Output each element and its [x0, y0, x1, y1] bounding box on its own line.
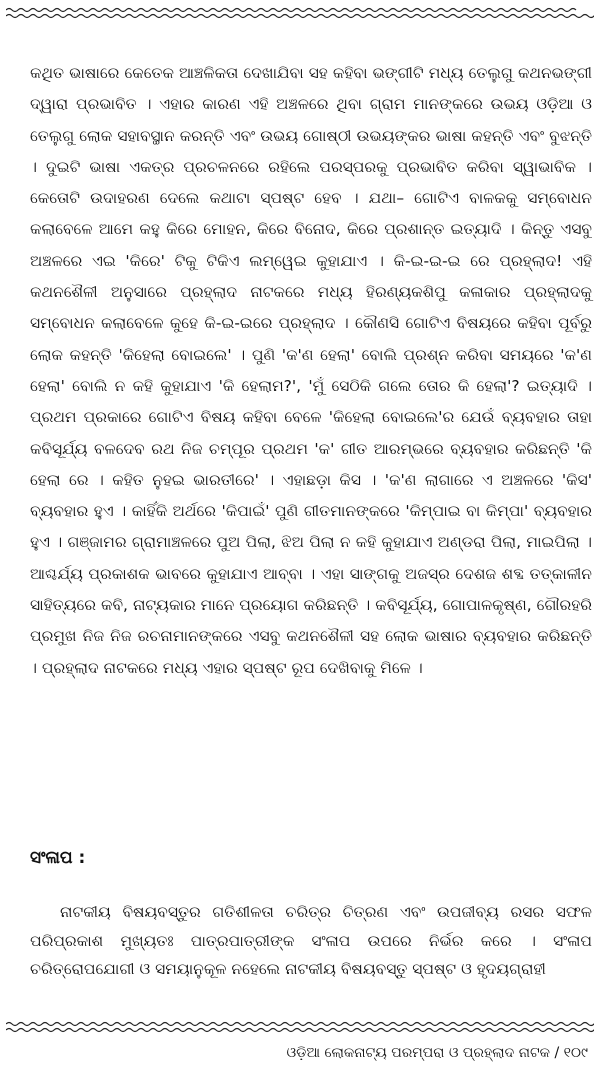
body-paragraph: କଥିତ ଭାଷାରେ କେତେକ ଆଞ୍ଚଳିକତା ଦେଖାଯିବା ସହ କହିବା ଭଙ୍ଗୀଟି ମଧ୍ୟ ତେଲୁଗୁ କଥନଭଙ୍ଗୀ ଦ୍ୱାରା ପ୍ରଭାବିତ । ଏହାର କାରଣ ଏହି ଅଞ୍ଚଳରେ ଥିବା ଗ୍ରାମ ମାନଙ୍କରେ ଉଭୟ ଓଡ଼ିଆ ଓ ତେଲୁଗୁ ଲୋକ ସହାବସ୍ଥାନ କରନ୍ତି ଏବଂ ଉଭୟ ଗୋଷ୍ଠୀ ଉଭୟଙ୍କର ଭାଷା କହନ୍ତି ଏବଂ ବୁଝନ୍ତି । ଦୁଇଟି ଭାଷା ଏକତ୍ର ପ୍ରଚଳନରେ ରହିଲେ ପରସ୍ପରକୁ ପ୍ରଭାବିତ କରିବା ସ୍ୱାଭାବିକ । କେତୋଟି ଉଦାହରଣ ଦେଲେ କଥାଟା ସ୍ପଷ୍ଟ ହେବ । ଯଥା– ଗୋଟିଏ ବାଳକକୁ ସମ୍ବୋଧନ କଲାବେଳେ ଆମେ କହୁ କିରେ ମୋହନ, କିରେ ବିନୋଦ, କିରେ ପ୍ରଶାନ୍ତ ଇତ୍ୟାଦି । କିନ୍ତୁ ଏସବୁ ଅଞ୍ଚଳରେ ଏଇ 'କିରେ' ଟିକୁ ଟିକିଏ ଲମ୍ୱେଇ କୁହାଯାଏ । କି-ଇ-ଇ-ଇ ରେ ପ୍ରହ୍ଲାଦ! ଏହି କଥନଶୈଳୀ ଅନୁସାରେ ପ୍ରହ୍ଲାଦ ନାଟକରେ ମଧ୍ୟ ହିରଣ୍ୟକଶିପୁ କଳାକାର ପ୍ରହ୍ଲାଦକୁ ସମ୍ବୋଧନ କଲାବେଳେ କୁହେ କି-ଇ-ଇରେ ପ୍ରହ୍ଲାଦ । କୌଣସି ଗୋଟିଏ ବିଷୟରେ କହିବା ପୂର୍ବରୁ ଲୋକ କହନ୍ତି 'କିହେଲା ବୋଇଲେ' । ପୁଣି 'କ'ଣ ହେଲା' ବୋଲି ପ୍ରଶ୍ନ କରିବା ସମୟରେ 'କ'ଣ ହେଲା' ବୋଲି ନ କହି କୁହାଯାଏ 'କି ହେଲାମ?', 'ମୁଁ ସେଠିକି ଗଲେ ତୋର କି ହେଲା'? ଇତ୍ୟାଦି । ପ୍ରଥମ ପ୍ରକାରେ ଗୋଟିଏ ବିଷୟ କହିବା ବେଳେ 'କିହେଲା ବୋଇଲେ'ର ଯେଉଁ ବ୍ୟବହାର ତାହା କବିସୂର୍ଯ୍ୟ ବଳଦେବ ରଥ ନିଜ ଚମ୍ପୂର ପ୍ରଥମ 'କ' ଗୀତ ଆରମ୍ଭରେ ବ୍ୟବହାର କରିଛନ୍ତି 'କି ହେଲା ରେ । କହିତ ନୁହଇ ଭାରତୀରେ' । ଏହାଛଡ଼ା କିସ । 'କ'ଣ ଲାଗାରେ ଏ ଅଞ୍ଚଳରେ 'କିସ' ବ୍ୟବହାର ହୁଏ । କାହିଁକି ଅର୍ଥରେ 'କିପାଇଁ' ପୁଣି ଗୀତମାନଙ୍କରେ 'କିମ୍ପାଇ ବା କିମ୍ପା' ବ୍ୟବହାର ହୁଏ । ଗଞ୍ଜାମର ଗ୍ରାମାଞ୍ଚଳରେ ପୁଅ ପିଲା, ଝିଅ ପିଲା ନ କହି କୁହାଯାଏ ଅଣ୍ଡରା ପିଲା, ମାଇପିଲା । ଆଶ୍ଚର୍ଯ୍ୟ ପ୍ରକାଶକ ଭାବରେ କୁହାଯାଏ ଆବ୍ବା । ଏହା ସାଙ୍ଗକୁ ଅଜସ୍ର ଦେଶଜ ଶବ୍ଦ ତତ୍‌କାଳୀନ ସାହିତ୍ୟରେ କବି, ନାଟ୍ୟକାର ମାନେ ପ୍ରୟୋଗ କରିଛନ୍ତି । କବିସୂର୍ଯ୍ୟ, ଗୋପାଳକୃଷ୍ଣ, ଗୌରହରି ପ୍ରମୁଖ ନିଜ ନିଜ ରଚନାମାନଙ୍କରେ ଏସବୁ କଥନଶୈଳୀ ସହ ଲୋକ ଭାଷାର ବ୍ୟବହାର କରିଛନ୍ତି । ପ୍ରହ୍ଲାଦ ନାଟକରେ ମଧ୍ୟ ଏହାର ସ୍ପଷ୍ଟ ରୂପ ଦେଖିବାକୁ ମିଳେ । [30, 64, 592, 677]
body-paragraph: ନାଟକୀୟ ବିଷୟବସ୍ତୁର ଗତିଶୀଳତା ଚରିତ୍ର ଚିତ୍ରଣ ଏବଂ ଉପଜୀବ୍ୟ ରସର ସଫଳ ପରିପ୍ରକାଶ ମୁଖ୍ୟତଃ ପାତ୍ରପାତ୍ରୀଙ୍କ ସଂଳାପ ଉପରେ ନିର୍ଭର କରେ । ସଂଳାପ ଚରିତ୍ରୋପଯୋଗୀ ଓ ସମୟାନୁକୂଳ ନହେଲେ ନାଟକୀୟ ବିଷୟବସ୍ତୁ ସ୍ପଷ୍ଟ ଓ ହୃଦୟଗ୍ରାହୀ [30, 903, 592, 978]
running-footer: ଓଡ଼ିଆ ଲୋକନାଟ୍ୟ ପରମ୍ପରା ଓ ପ୍ରହ୍ଲାଦ ନାଟକ / ୧୦୯ [286, 1045, 588, 1061]
bottom-wavy-rule [6, 1020, 594, 1034]
top-wavy-rule [6, 6, 594, 20]
section-heading: ସଂଳାପ : [30, 848, 86, 868]
